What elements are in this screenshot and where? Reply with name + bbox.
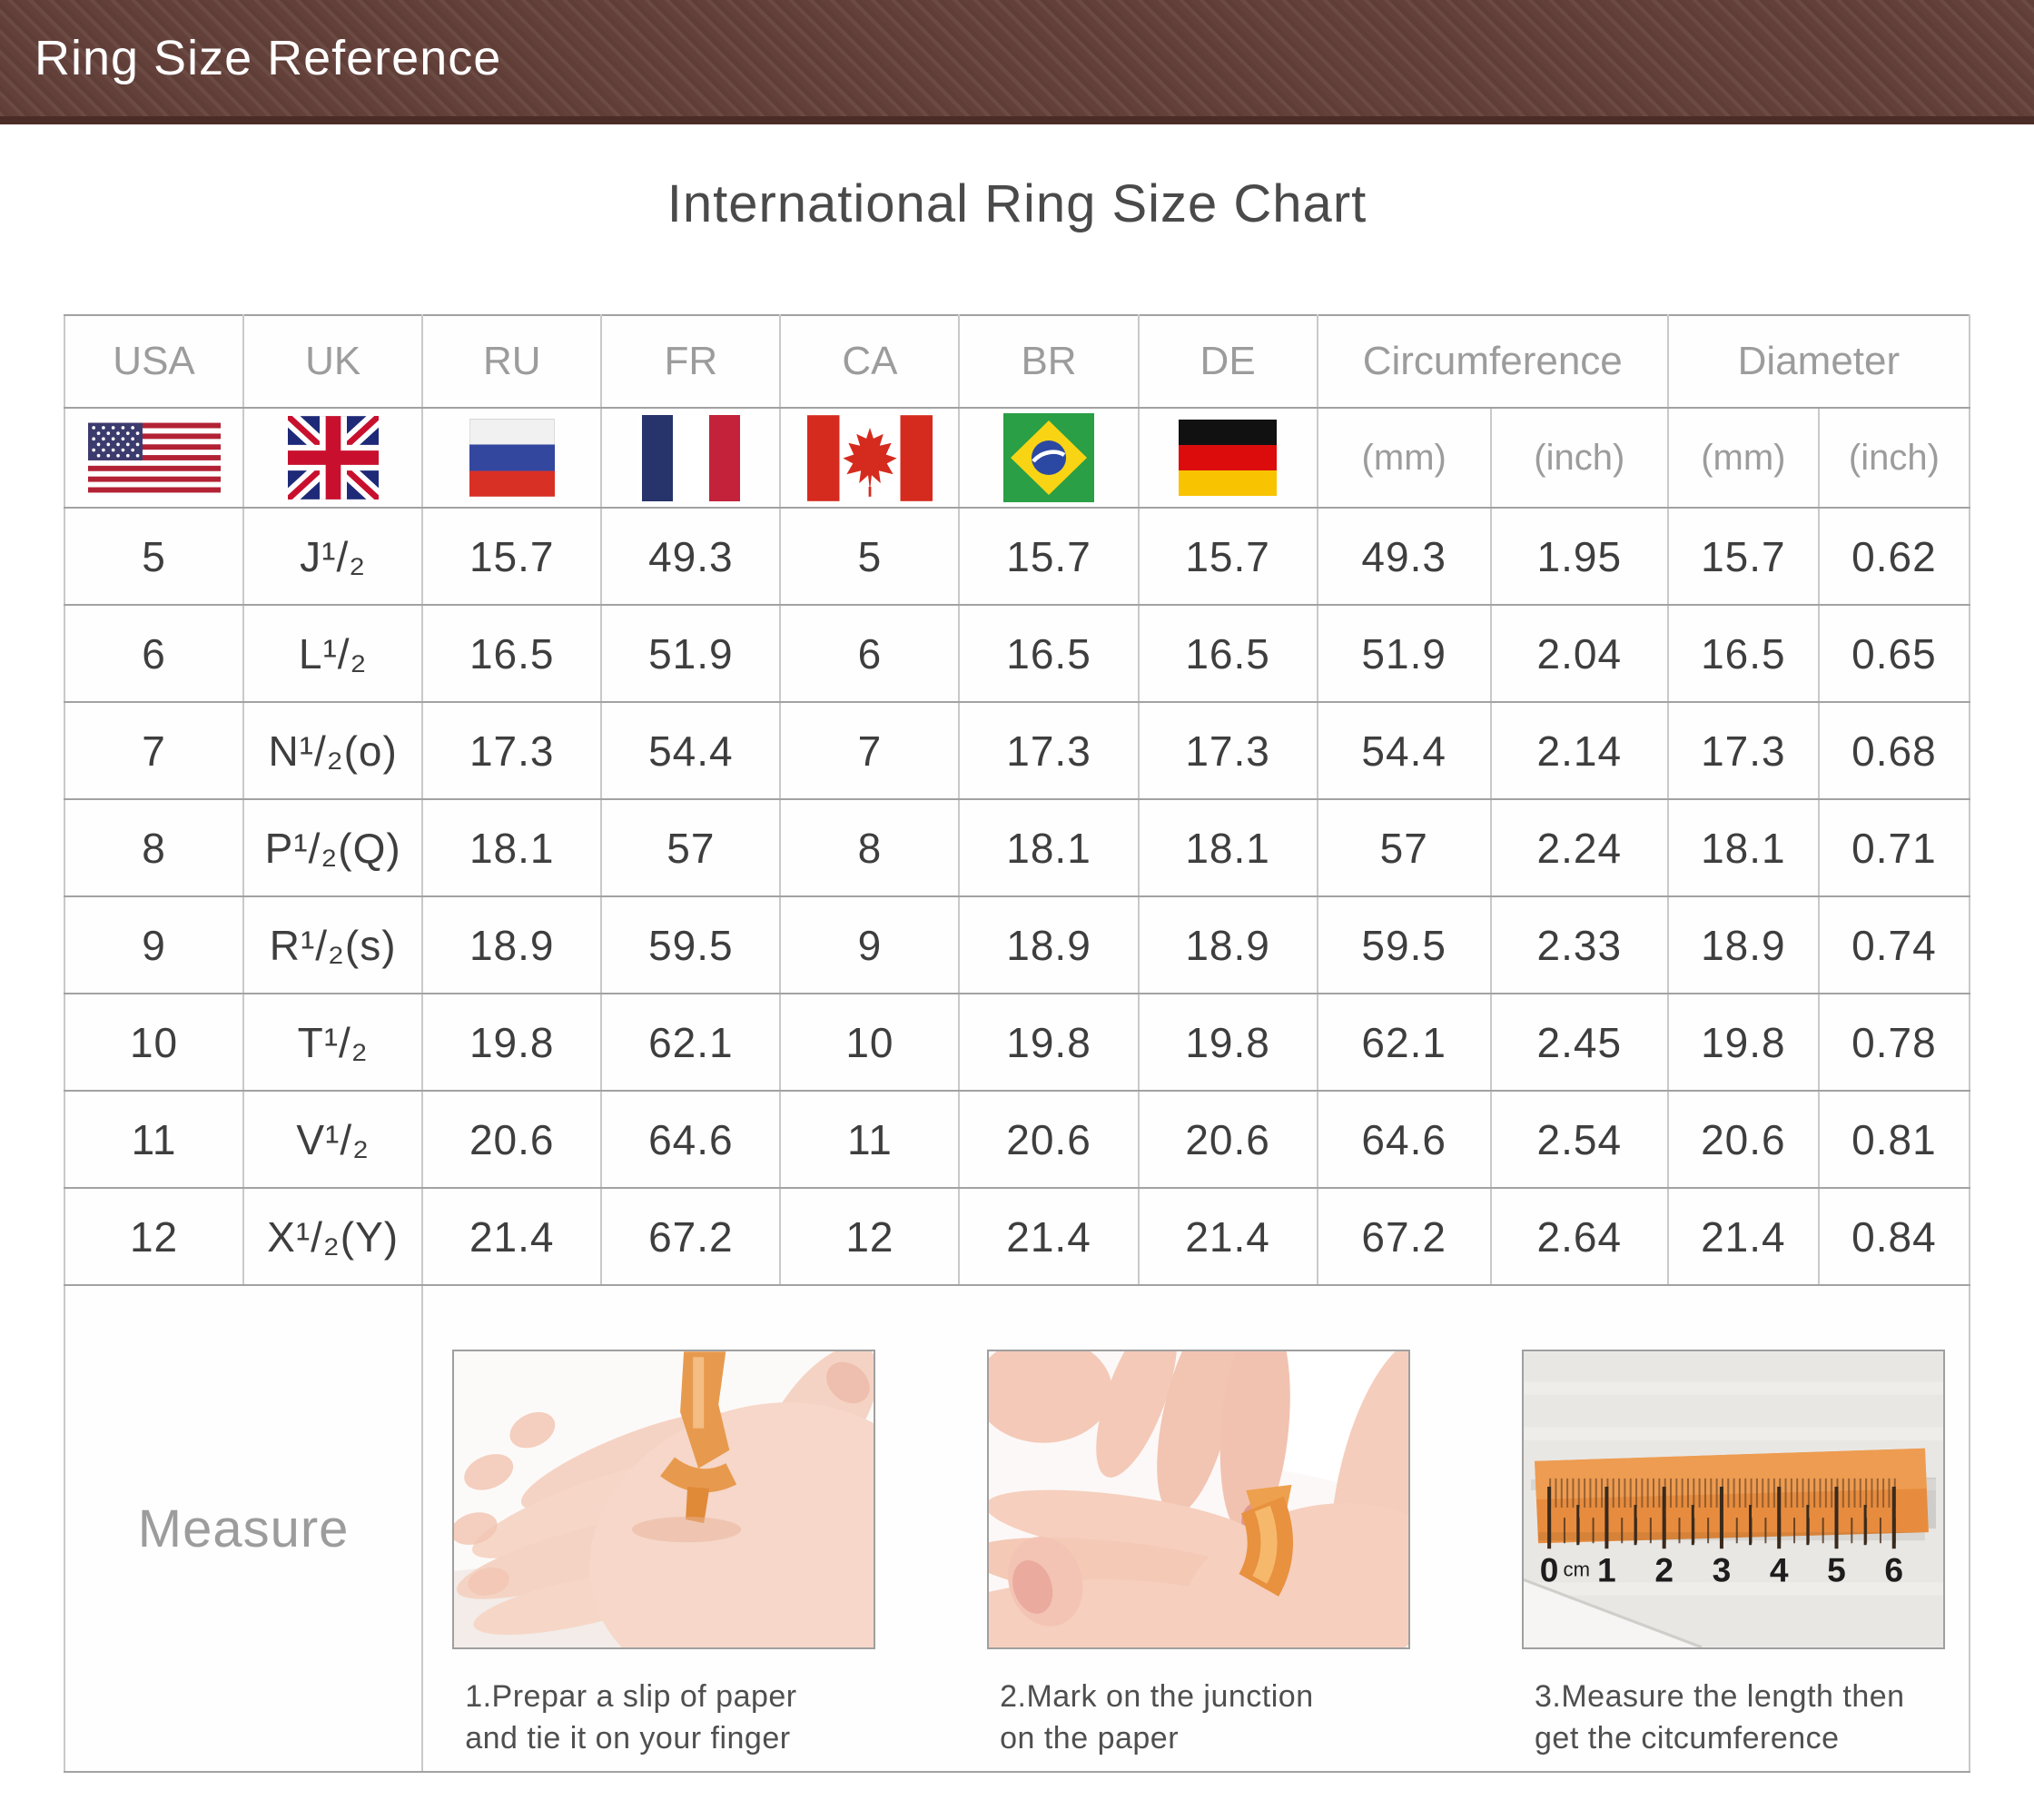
fr-flag-icon <box>637 415 745 501</box>
usa-flag-icon <box>88 422 221 493</box>
usa-size: 12 <box>64 1188 243 1285</box>
step-3-caption: 3.Measure the length then get the citcumference <box>1535 1679 1905 1756</box>
circumference-mm: 57 <box>1318 799 1491 896</box>
circumference-inch: 2.54 <box>1491 1091 1668 1188</box>
ru-size: 21.4 <box>422 1188 601 1285</box>
step-2-caption: 2.Mark on the junction on the paper <box>1000 1679 1314 1756</box>
ca-size: 12 <box>780 1188 959 1285</box>
col-header-usa: USA <box>64 315 243 408</box>
diameter-inch: 0.78 <box>1819 994 1970 1091</box>
circumference-inch: 2.45 <box>1491 994 1668 1091</box>
ca-size: 7 <box>780 702 959 799</box>
diameter-inch: 0.62 <box>1819 508 1970 605</box>
de-size: 16.5 <box>1139 605 1318 702</box>
measure-row <box>64 1285 1970 1772</box>
ring-size-table <box>64 314 1970 1773</box>
col-header-diameter: Diameter <box>1668 315 1970 408</box>
circumference-inch: 2.64 <box>1491 1188 1668 1285</box>
ruler-number: 2 <box>1654 1550 1674 1589</box>
banner <box>0 0 2034 124</box>
table-row <box>64 1091 1970 1188</box>
circumference-mm: 67.2 <box>1318 1188 1491 1285</box>
diameter-mm: 18.9 <box>1668 896 1819 994</box>
diameter-inch: 0.81 <box>1819 1091 1970 1188</box>
step-1-caption: 1.Prepar a slip of paper and tie it on your finger <box>465 1679 797 1756</box>
circumference-inch: 2.14 <box>1491 702 1668 799</box>
diameter-mm: 16.5 <box>1668 605 1819 702</box>
br-size: 16.5 <box>959 605 1138 702</box>
uk-size: V¹/₂ <box>243 1091 422 1188</box>
fr-size: 62.1 <box>601 994 780 1091</box>
uk-size: L¹/₂ <box>243 605 422 702</box>
ruler-number: 1 <box>1597 1550 1616 1589</box>
br-flag-icon <box>1003 413 1094 502</box>
br-size: 18.1 <box>959 799 1138 896</box>
table-row <box>64 994 1970 1091</box>
uk-size: J¹/₂ <box>243 508 422 605</box>
diameter-inch-label: (inch) <box>1819 408 1970 508</box>
col-header-fr: FR <box>601 315 780 408</box>
diameter-inch: 0.65 <box>1819 605 1970 702</box>
fr-size: 54.4 <box>601 702 780 799</box>
table-header-row <box>64 315 1970 408</box>
circumference-mm: 49.3 <box>1318 508 1491 605</box>
ca-size: 11 <box>780 1091 959 1188</box>
diameter-mm-label: (mm) <box>1668 408 1819 508</box>
fr-size: 59.5 <box>601 896 780 994</box>
col-header-circumference: Circumference <box>1318 315 1668 408</box>
uk-size: T¹/₂ <box>243 994 422 1091</box>
uk-size: R¹/₂(s) <box>243 896 422 994</box>
mark-junction-photo <box>987 1350 1410 1649</box>
ru-size: 19.8 <box>422 994 601 1091</box>
br-size: 21.4 <box>959 1188 1138 1285</box>
circumference-mm: 62.1 <box>1318 994 1491 1091</box>
ru-size: 17.3 <box>422 702 601 799</box>
ru-size: 15.7 <box>422 508 601 605</box>
col-header-uk: UK <box>243 315 422 408</box>
de-size: 15.7 <box>1139 508 1318 605</box>
circumference-mm: 64.6 <box>1318 1091 1491 1188</box>
de-size: 21.4 <box>1139 1188 1318 1285</box>
diameter-mm: 19.8 <box>1668 994 1819 1091</box>
br-size: 19.8 <box>959 994 1138 1091</box>
diameter-mm: 20.6 <box>1668 1091 1819 1188</box>
table-row <box>64 799 1970 896</box>
measure-label: Measure <box>64 1285 422 1772</box>
ca-size: 10 <box>780 994 959 1091</box>
banner-title: Ring Size Reference <box>35 31 502 85</box>
diameter-inch: 0.84 <box>1819 1188 1970 1285</box>
de-flag-icon <box>1179 420 1277 496</box>
circumference-mm: 54.4 <box>1318 702 1491 799</box>
ru-size: 18.1 <box>422 799 601 896</box>
ru-size: 18.9 <box>422 896 601 994</box>
usa-size: 5 <box>64 508 243 605</box>
fr-size: 67.2 <box>601 1188 780 1285</box>
col-header-ca: CA <box>780 315 959 408</box>
fr-size: 51.9 <box>601 605 780 702</box>
measure-step-2 <box>987 1350 1410 1759</box>
usa-size: 10 <box>64 994 243 1091</box>
ca-size: 6 <box>780 605 959 702</box>
hand-paper-strip-photo <box>452 1350 875 1649</box>
page-title: International Ring Size Chart <box>666 174 1368 233</box>
col-header-br: BR <box>959 315 1138 408</box>
col-header-ru: RU <box>422 315 601 408</box>
de-size: 18.9 <box>1139 896 1318 994</box>
usa-size: 8 <box>64 799 243 896</box>
ruler-measure-photo <box>1522 1350 1945 1649</box>
measure-step-1 <box>452 1350 875 1759</box>
usa-size: 9 <box>64 896 243 994</box>
de-size: 20.6 <box>1139 1091 1318 1188</box>
ruler-unit-label: cm <box>1563 1558 1590 1581</box>
circumference-inch: 2.24 <box>1491 799 1668 896</box>
br-size: 18.9 <box>959 896 1138 994</box>
ruler-number: 0 <box>1539 1550 1559 1589</box>
ru-size: 16.5 <box>422 605 601 702</box>
de-size: 19.8 <box>1139 994 1318 1091</box>
uk-size: X¹/₂(Y) <box>243 1188 422 1285</box>
ru-size: 20.6 <box>422 1091 601 1188</box>
fr-size: 57 <box>601 799 780 896</box>
diameter-mm: 18.1 <box>1668 799 1819 896</box>
table-row <box>64 1188 1970 1285</box>
diameter-mm: 15.7 <box>1668 508 1819 605</box>
table-row <box>64 605 1970 702</box>
fr-size: 49.3 <box>601 508 780 605</box>
ruler-number: 3 <box>1712 1550 1732 1589</box>
usa-size: 11 <box>64 1091 243 1188</box>
ca-flag-icon <box>807 415 933 501</box>
diameter-inch: 0.71 <box>1819 799 1970 896</box>
de-size: 18.1 <box>1139 799 1318 896</box>
usa-size: 7 <box>64 702 243 799</box>
ca-size: 5 <box>780 508 959 605</box>
circumference-inch: 1.95 <box>1491 508 1668 605</box>
fr-size: 64.6 <box>601 1091 780 1188</box>
br-size: 20.6 <box>959 1091 1138 1188</box>
circumference-mm: 59.5 <box>1318 896 1491 994</box>
br-size: 15.7 <box>959 508 1138 605</box>
uk-size: N¹/₂(o) <box>243 702 422 799</box>
diameter-mm: 21.4 <box>1668 1188 1819 1285</box>
diameter-inch: 0.68 <box>1819 702 1970 799</box>
diameter-inch: 0.74 <box>1819 896 1970 994</box>
circumference-inch: 2.04 <box>1491 605 1668 702</box>
table-row <box>64 508 1970 605</box>
ruler-number: 4 <box>1769 1550 1789 1589</box>
ruler-number: 5 <box>1827 1550 1846 1589</box>
flag-row <box>64 408 1970 508</box>
de-size: 17.3 <box>1139 702 1318 799</box>
col-header-de: DE <box>1139 315 1318 408</box>
ca-size: 9 <box>780 896 959 994</box>
br-size: 17.3 <box>959 702 1138 799</box>
ca-size: 8 <box>780 799 959 896</box>
circumference-mm: 51.9 <box>1318 605 1491 702</box>
circumference-mm-label: (mm) <box>1318 408 1491 508</box>
uk-size: P¹/₂(Q) <box>243 799 422 896</box>
usa-size: 6 <box>64 605 243 702</box>
ru-flag-icon <box>469 419 555 497</box>
circumference-inch-label: (inch) <box>1491 408 1668 508</box>
diameter-mm: 17.3 <box>1668 702 1819 799</box>
measure-step-3 <box>1522 1350 1945 1759</box>
table-row <box>64 896 1970 994</box>
table-row <box>64 702 1970 799</box>
ruler-number: 6 <box>1884 1550 1904 1589</box>
circumference-inch: 2.33 <box>1491 896 1668 994</box>
uk-flag-icon <box>288 416 379 500</box>
